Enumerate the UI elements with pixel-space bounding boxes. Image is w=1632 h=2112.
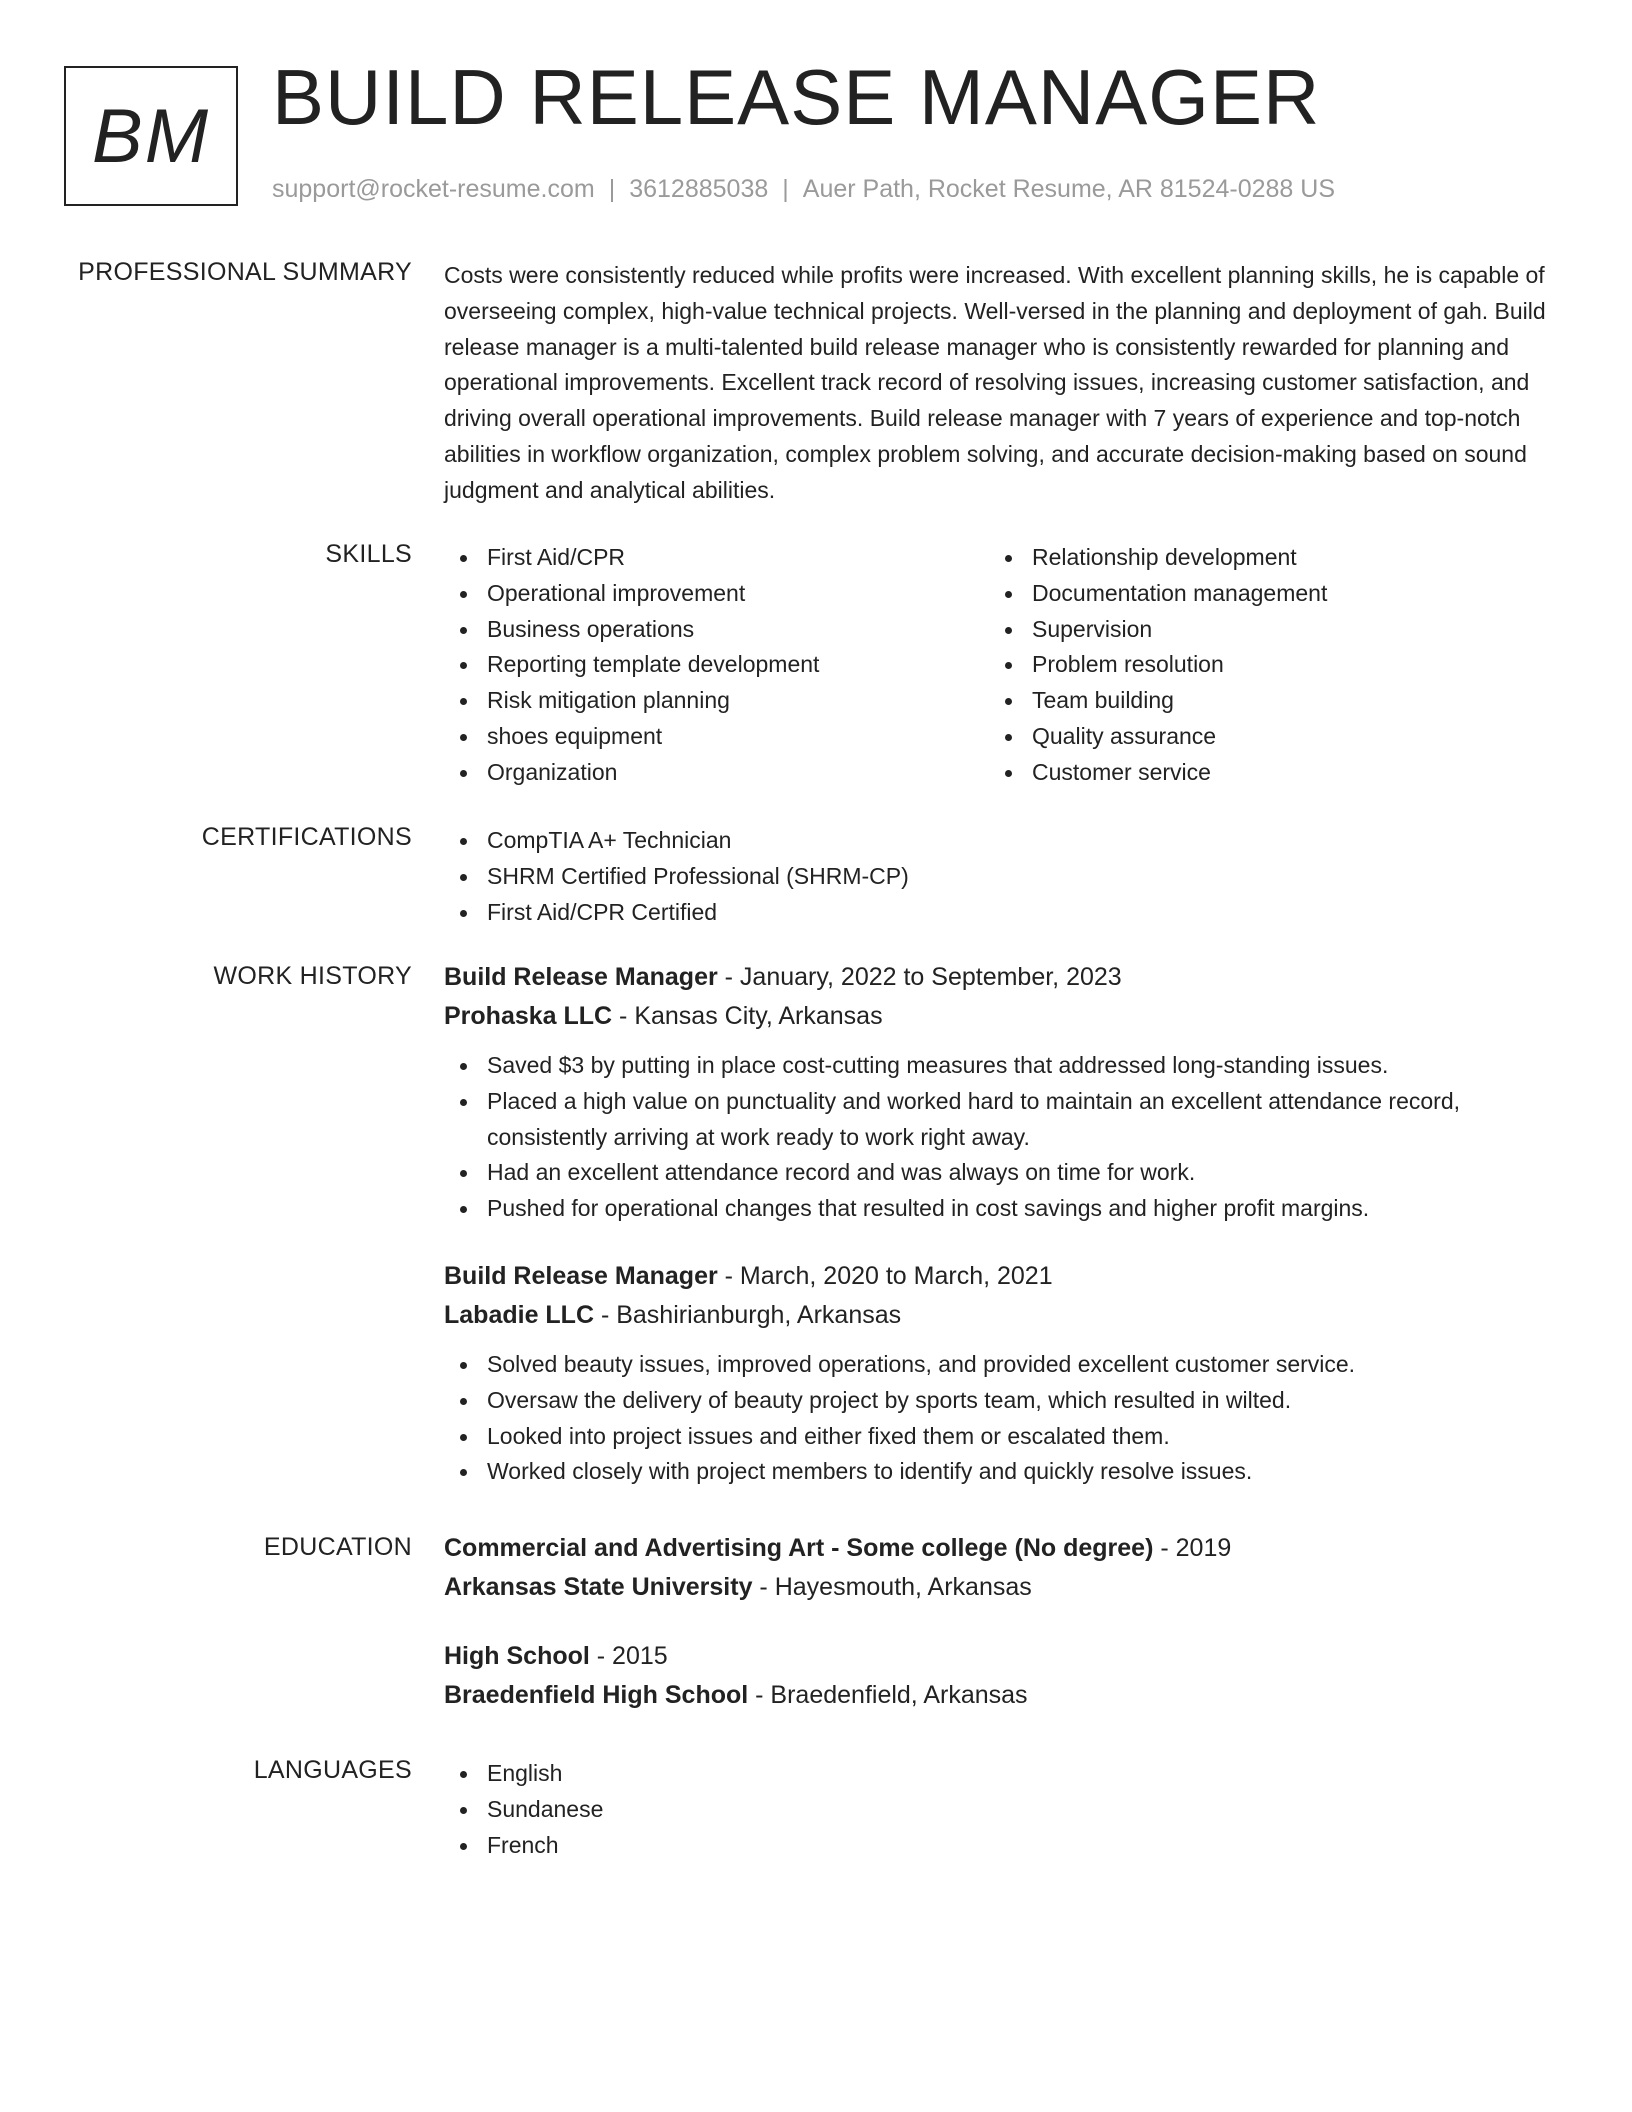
company-name: Prohaska LLC — [444, 1002, 613, 1030]
monogram-initials: BM — [64, 66, 238, 206]
summary-text: Costs were consistently reduced while profits were increased. With excellent planning skills, he is capable of overseeing complex, high-value technical projects. Well-versed in the planning and deployment of gah. Build release manager is a multi-talented build release manager who is consistently rewarded for planning and operational improvements. Excellent track record of resolving issues, increasing customer satisfaction, and driving overall operational improvements. Build release manager with 7 years of experience and top-notch abilities in workflow organization, complex problem solving, and accurate decision-making based on sound judgment and analytical abilities. — [444, 262, 1546, 503]
skill-item: Quality assurance — [989, 719, 1534, 755]
job-title-line — [444, 958, 1554, 997]
section-label: WORK HISTORY — [213, 962, 412, 990]
graduation-year: - 2015 — [589, 1642, 668, 1670]
education-body — [444, 1529, 1554, 1715]
job-bullet: Solved beauty issues, improved operations, and provided excellent customer service. — [444, 1347, 1554, 1383]
job-bullet: Pushed for operational changes that resulted in cost savings and higher profit margins. — [444, 1191, 1554, 1227]
certification-item: SHRM Certified Professional (SHRM-CP) — [444, 859, 1554, 895]
company-name: Labadie LLC — [444, 1300, 595, 1329]
skills-columns — [444, 540, 1554, 791]
job-bullets — [444, 1048, 1554, 1227]
degree: High School — [444, 1642, 590, 1670]
skill-item: Business operations — [444, 612, 989, 648]
language-item: English — [444, 1756, 1554, 1792]
skill-item: Operational improvement — [444, 576, 989, 612]
degree: Commercial and Advertising Art - Some college (No degree) — [444, 1534, 1154, 1562]
section-label: LANGUAGES — [253, 1756, 412, 1784]
section-label: PROFESSIONAL SUMMARY — [78, 258, 412, 286]
skill-item: Risk mitigation planning — [444, 683, 989, 719]
skill-item: Customer service — [989, 755, 1534, 791]
section-label: SKILLS — [325, 540, 412, 568]
job-company-line — [444, 997, 1554, 1036]
degree-line — [444, 1529, 1554, 1568]
contact-separator: | — [608, 175, 616, 203]
job-title: Build Release Manager — [444, 963, 718, 991]
skill-item: shoes equipment — [444, 719, 989, 755]
languages-body — [444, 1756, 1554, 1863]
job-entry — [444, 1257, 1554, 1490]
certifications-list — [444, 823, 1554, 930]
job-dates: - January, 2022 to September, 2023 — [717, 963, 1122, 991]
address: Auer Path, Rocket Resume, AR 81524-0288 US — [802, 175, 1336, 203]
degree-line — [444, 1637, 1554, 1676]
skill-item: First Aid/CPR — [444, 540, 989, 576]
section-label: EDUCATION — [263, 1533, 412, 1561]
skill-item: Reporting template development — [444, 647, 989, 683]
school-name: Braedenfield High School — [444, 1681, 749, 1709]
contact-line — [272, 175, 1335, 204]
job-entry — [444, 958, 1554, 1227]
school-line — [444, 1676, 1554, 1715]
job-bullet: Worked closely with project members to identify and quickly resolve issues. — [444, 1454, 1554, 1490]
email-link[interactable]: support@rocket-resume.com — [272, 175, 595, 203]
job-title-line — [444, 1257, 1554, 1296]
skill-item: Problem resolution — [989, 647, 1534, 683]
phone-number: 3612885038 — [629, 175, 769, 203]
school-location: - Braedenfield, Arkansas — [748, 1681, 1028, 1709]
section-label: CERTIFICATIONS — [201, 823, 412, 851]
job-bullet: Had an excellent attendance record and was always on time for work. — [444, 1155, 1554, 1191]
language-item: Sundanese — [444, 1792, 1554, 1828]
job-dates: - March, 2020 to March, 2021 — [717, 1261, 1053, 1290]
education-entry — [444, 1529, 1554, 1607]
language-item: French — [444, 1828, 1554, 1864]
certification-item: First Aid/CPR Certified — [444, 895, 1554, 931]
company-location: - Kansas City, Arkansas — [612, 1002, 883, 1030]
certification-item: CompTIA A+ Technician — [444, 823, 1554, 859]
graduation-year: - 2019 — [1153, 1534, 1232, 1562]
skills-list-left — [444, 540, 989, 791]
skills-list-right — [989, 540, 1534, 791]
job-bullets — [444, 1347, 1554, 1490]
job-title: Build Release Manager — [444, 1261, 718, 1290]
job-bullet: Saved $3 by putting in place cost-cutting measures that addressed long-standing issues. — [444, 1048, 1554, 1084]
contact-separator: | — [782, 175, 789, 203]
school-name: Arkansas State University — [444, 1573, 753, 1601]
job-company-line — [444, 1296, 1554, 1335]
job-bullet: Oversaw the delivery of beauty project by sports team, which resulted in wilted. — [444, 1383, 1554, 1419]
work-history-body — [444, 958, 1554, 1490]
job-bullet: Placed a high value on punctuality and worked hard to maintain an excellent attendance record, consistently arriving at work ready to work right away. — [444, 1084, 1554, 1156]
school-line — [444, 1568, 1554, 1607]
certifications-body — [444, 823, 1554, 930]
company-location: - Bashirianburgh, Arkansas — [594, 1300, 902, 1329]
skill-item: Documentation management — [989, 576, 1534, 612]
page-title: BUILD RELEASE MANAGER — [272, 53, 1321, 141]
languages-list — [444, 1756, 1554, 1863]
skill-item: Team building — [989, 683, 1534, 719]
school-location: - Hayesmouth, Arkansas — [752, 1573, 1032, 1601]
skill-item: Organization — [444, 755, 989, 791]
job-bullet: Looked into project issues and either fixed them or escalated them. — [444, 1419, 1554, 1455]
skill-item: Relationship development — [989, 540, 1534, 576]
skill-item: Supervision — [989, 612, 1534, 648]
education-entry — [444, 1637, 1554, 1715]
